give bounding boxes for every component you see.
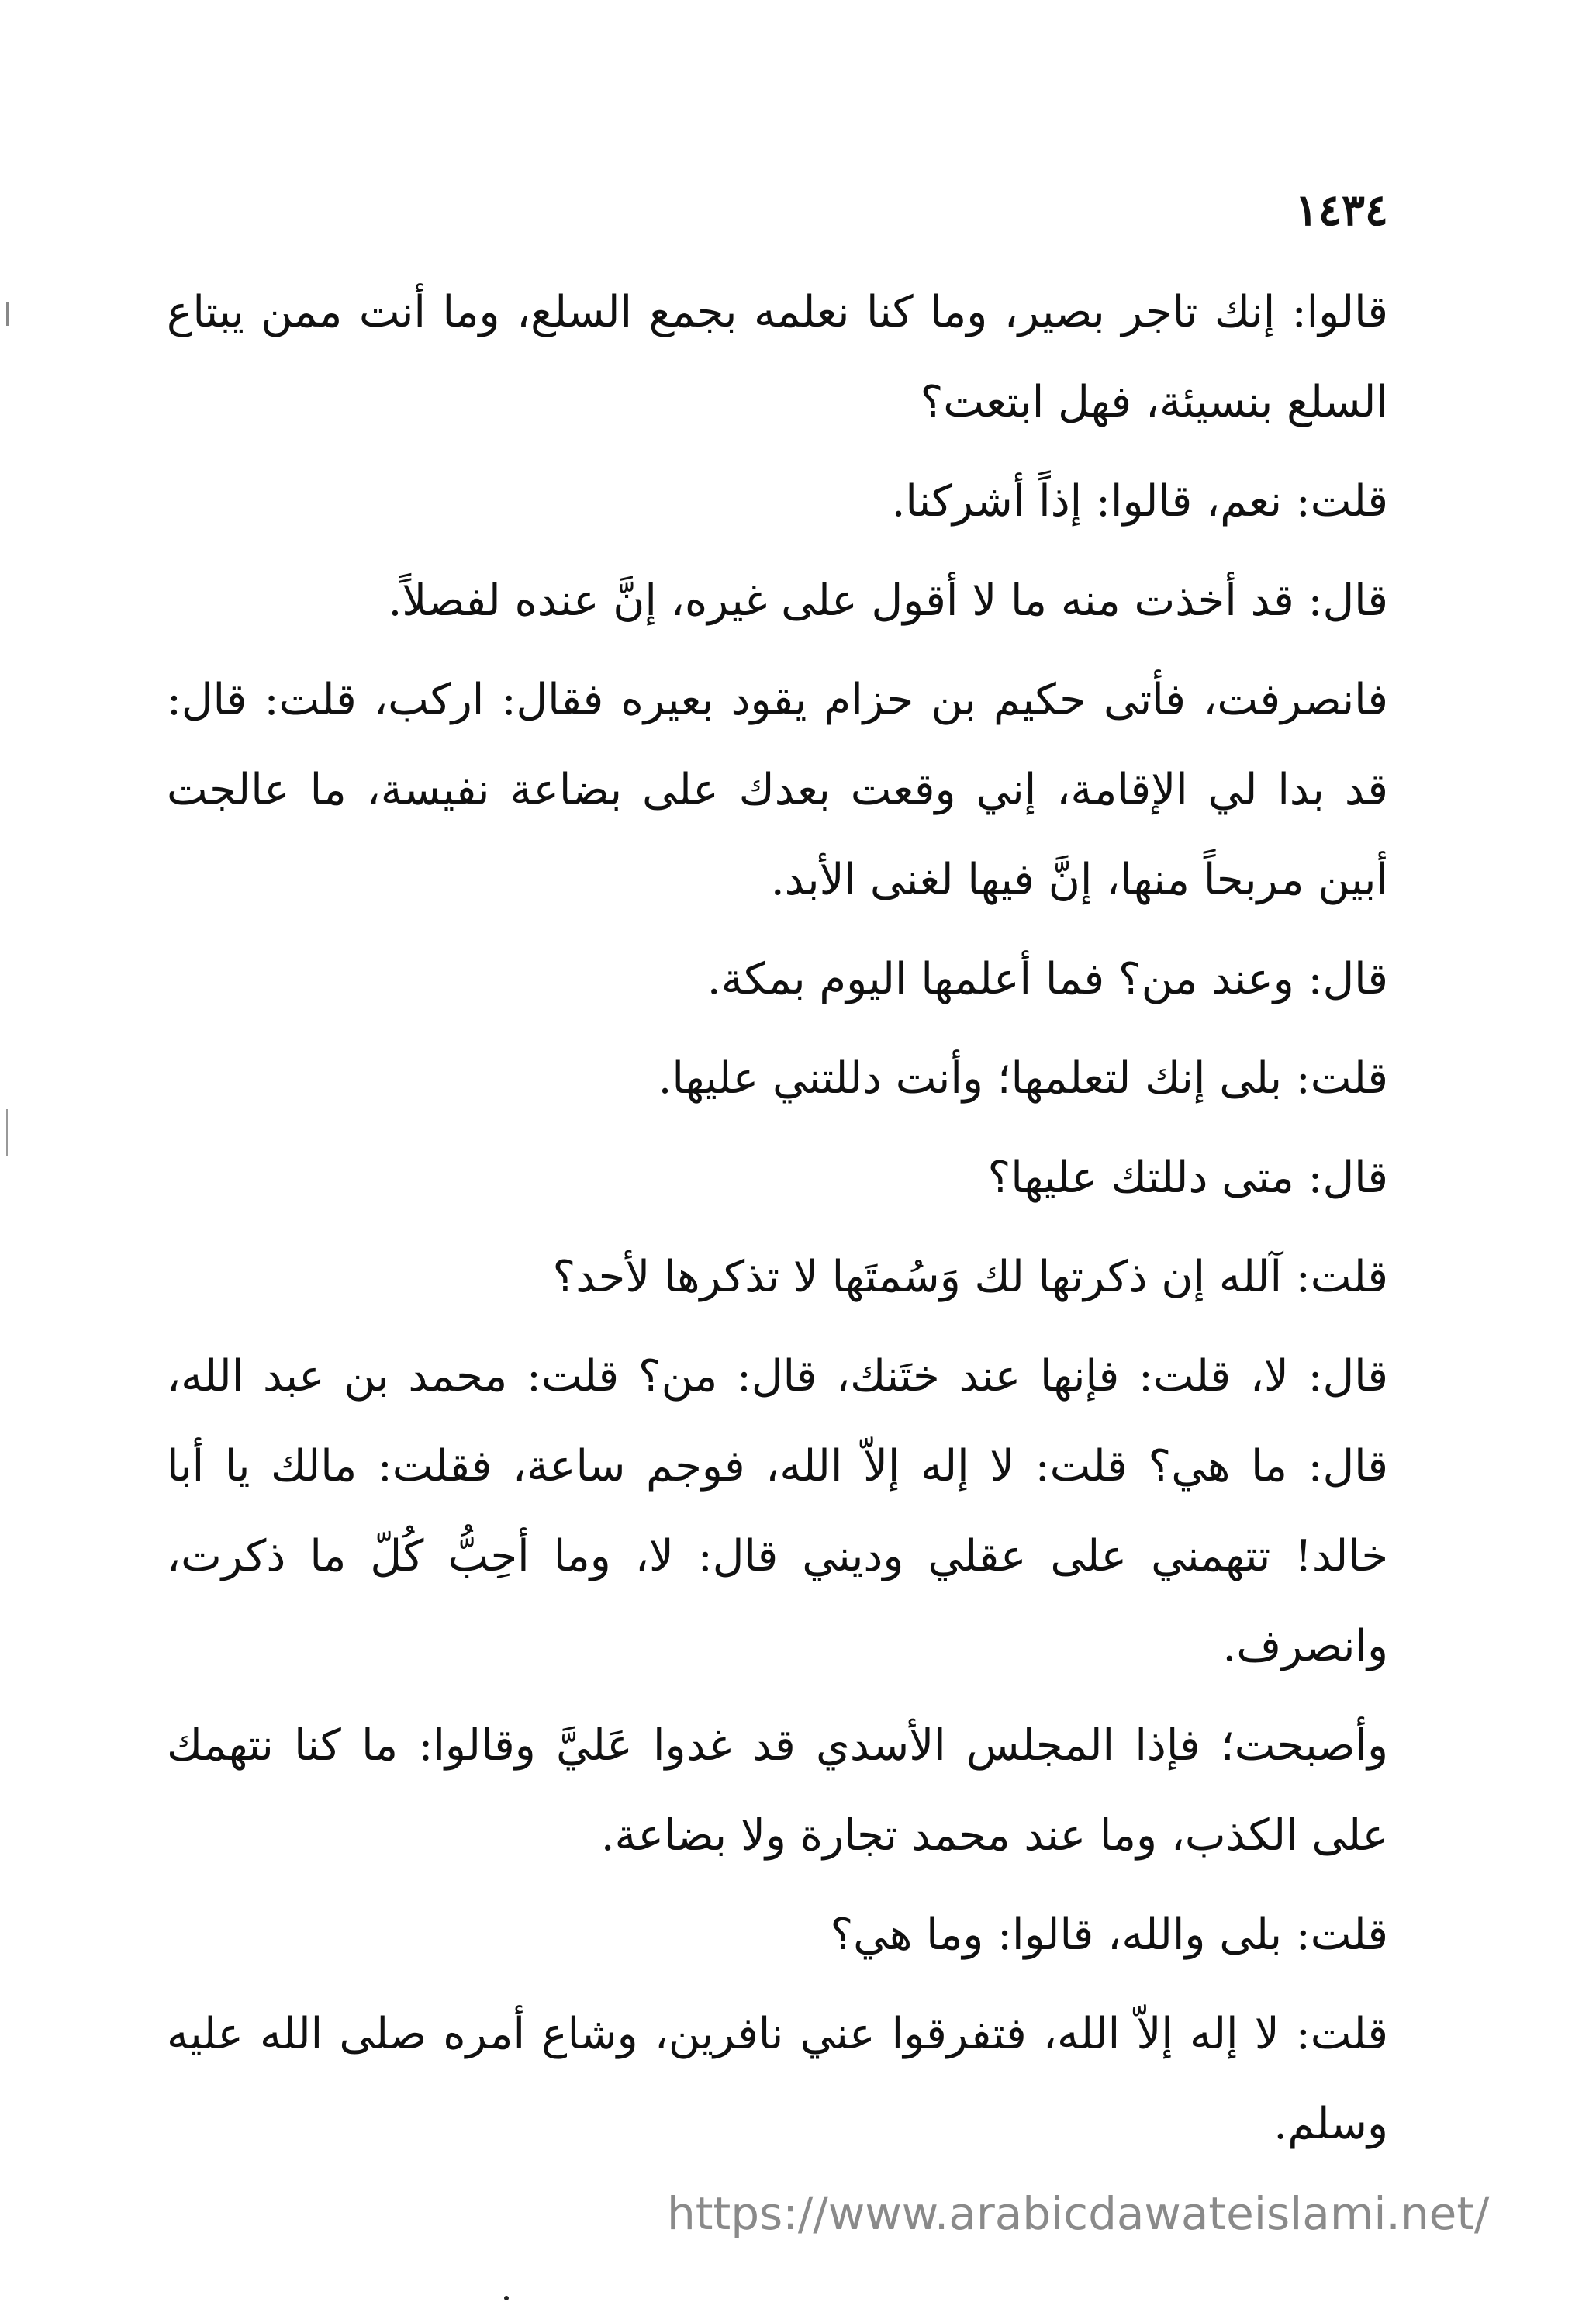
paragraph: قال: وعند من؟ فما أعلمها اليوم بمكة. — [706, 954, 1388, 1004]
paragraph: قال: قد أخذت منه ما لا أقول على غيره، إنَّ عنده لفصلاً. — [388, 576, 1388, 626]
paragraph: قالوا: إنك تاجر بصير، وما كنا نعلمه بجمع السلع، وما أنت ممن يبتاع السلع بنسيئة، فهل ابتعت؟ — [167, 287, 1388, 427]
paragraph: فانصرفت، فأتى حكيم بن حزام يقود بعيره فقال: اركب، قلت: قال: قد بدا لي الإقامة، إني وقعت بعدك على بضاعة نفيسة، ما عالجت أبين مربحاً منها، إنَّ فيها لغنى الأبد. — [167, 675, 1388, 905]
paragraph: قلت: نعم، قالوا: إذاً أشركنا. — [891, 476, 1388, 527]
paragraph: قلت: آلله إن ذكرتها لك وَسُمتَها لا تذكرها لأحد؟ — [552, 1252, 1388, 1302]
scan-edge-mark — [6, 302, 9, 326]
body-text — [167, 268, 1388, 2179]
stray-dot — [504, 2296, 509, 2300]
paragraph: قلت: لا إله إلاّ الله، فتفرقوا عني نافرين، وشاع أمره صلى الله عليه وسلم. — [167, 2009, 1388, 2149]
paragraph: قلت: بلى إنك لتعلمها؛ وأنت دللتني عليها. — [658, 1053, 1388, 1104]
scan-edge-mark — [6, 1109, 8, 1156]
page-number: ١٤٣٤ — [1294, 185, 1388, 236]
watermark-url: https://www.arabicdawateislami.net/ — [667, 2187, 1490, 2240]
paragraph: قلت: بلى والله، قالوا: وما هي؟ — [830, 1910, 1388, 1960]
paragraph: وأصبحت؛ فإذا المجلس الأسدي قد غدوا عَليَّ وقالوا: ما كنا نتهمك على الكذب، وما عند محمد تجارة ولا بضاعة. — [167, 1720, 1388, 1861]
paragraph: قال: متى دللتك عليها؟ — [987, 1153, 1388, 1203]
paragraph: قال: لا، قلت: فإنها عند ختَنك، قال: من؟ قلت: محمد بن عبد الله، قال: ما هي؟ قلت: لا إله إلاّ الله، فوجم ساعة، فقلت: مالك يا أبا خالد! تتهمني على عقلي وديني قال: لا، وما أحِبُّ كُلّ ما ذكرت، وانصرف. — [167, 1351, 1389, 1671]
